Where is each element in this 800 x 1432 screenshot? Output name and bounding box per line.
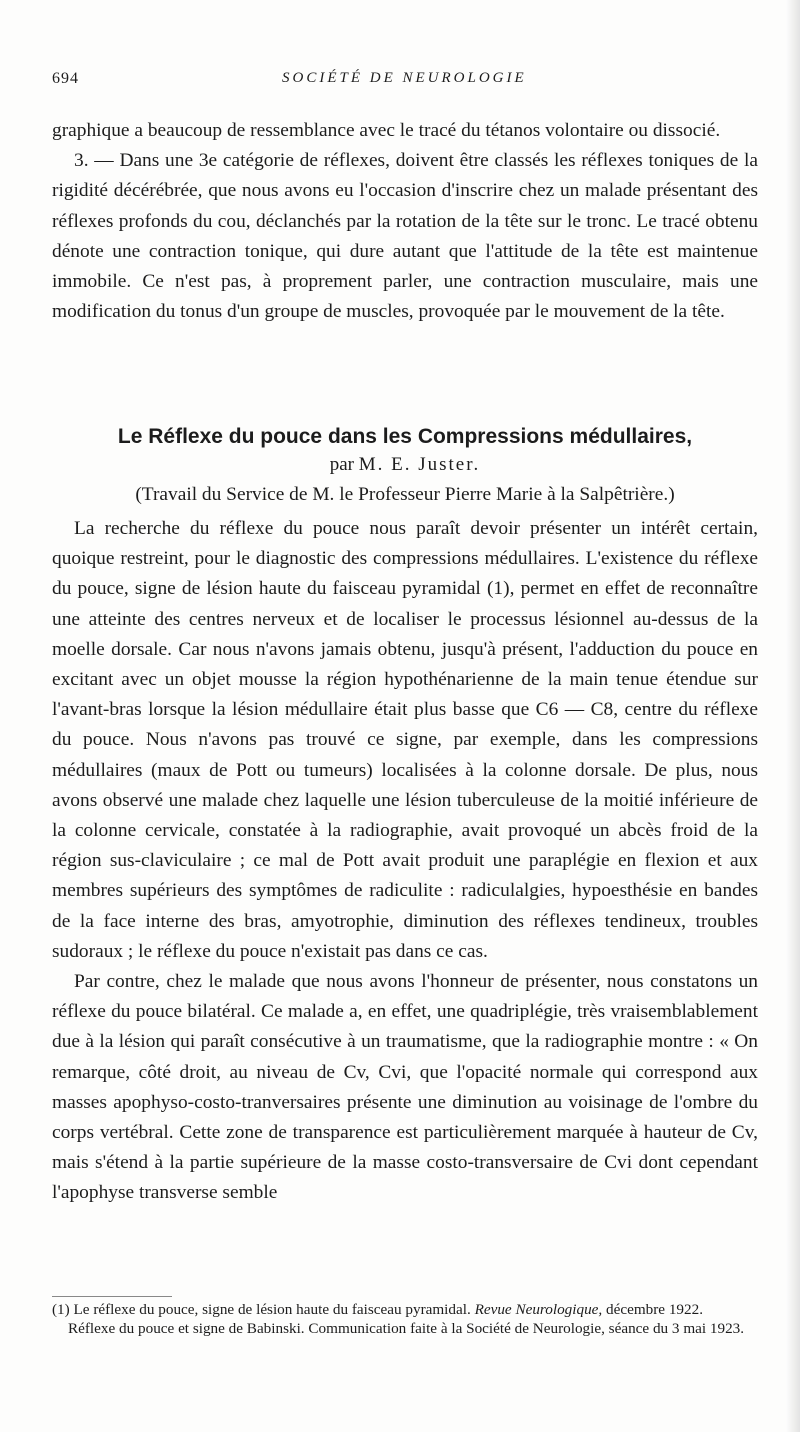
page-edge-shadow bbox=[786, 0, 800, 1432]
footnote-1-text: (1) Le réflexe du pouce, signe de lésion haute du faisceau pyramidal. bbox=[52, 1301, 471, 1318]
affiliation: (Travail du Service de M. le Professeur Pierre Marie à la Salpêtrière.) bbox=[135, 484, 675, 505]
intro-paragraph-1: graphique a beaucoup de ressemblance avec le tracé du tétanos volontaire ou dissocié. bbox=[52, 120, 721, 141]
body-paragraph-2: Par contre, chez le malade que nous avons l'honneur de présenter, nous constatons un réflexe du pouce bilatéral. Ce malade a, en effet, une quadriplégie, très vraisemblablement due à la lésion qui paraît consécutive à un traumatisme, que la radiographie montre : « On remarque, côté droit, au niveau de Cv, Cvi, que l'opacité normale qui correspond aux masses apophyso-costo-tranversaires présente une diminution au voisinage de l'ombre du corps vertébral. Cette zone de transparence est particulièrement marquée à hauteur de Cv, mais s'étend à la partie supérieure de la masse costo-transversaire de Cvi dont cependant l'apophyse transverse semble bbox=[52, 971, 758, 1204]
article-body bbox=[52, 514, 758, 1209]
footnote-divider bbox=[52, 1296, 172, 1297]
intro-text bbox=[52, 116, 758, 327]
intro-paragraph-2: 3. — Dans une 3e catégorie de réflexes, doivent être classés les réflexes toniques de la rigidité décérébrée, que nous avons eu l'occasion d'inscrire chez un malade présentant des réflexes profonds du cou, déclanchés par la rotation de la tête sur le tronc. Le tracé obtenu dénote une contraction tonique, qui dure autant que l'attitude de la tête est maintenue immobile. Ce n'est pas, à proprement parler, une contraction musculaire, mais une modification du tonus d'un groupe de muscles, provoquée par le mouvement de la tête. bbox=[52, 150, 758, 323]
byline bbox=[52, 451, 758, 479]
footnote-2: Réflexe du pouce et signe de Babinski. Communication faite à la Société de Neurologie, séance du 3 mai 1923. bbox=[68, 1320, 745, 1337]
footnote-1-date: décembre 1922. bbox=[606, 1301, 704, 1318]
footnotes bbox=[52, 1300, 758, 1338]
footnote-1 bbox=[52, 1300, 758, 1319]
article-title: Le Réflexe du pouce dans les Compressions médullaires, bbox=[117, 425, 693, 448]
author-name: M. E. Juster. bbox=[358, 454, 481, 475]
running-head bbox=[52, 70, 752, 94]
footnote-1-journal: Revue Neurologique, bbox=[474, 1301, 603, 1318]
body-paragraph-1: La recherche du réflexe du pouce nous paraît devoir présenter un intérêt certain, quoique restreint, pour le diagnostic des compressions médullaires. L'existence du réflexe du pouce, signe de lésion haute du faisceau pyramidal (1), permet en effet de reconnaître une atteinte des centres nerveux et de localiser le processus lésionnel au-dessus de la moelle dorsale. Car nous n'avons jamais obtenu, jusqu'à présent, l'adduction du pouce en excitant avec un objet mousse la région hypothénarienne de la main tenue étendue sur l'avant-bras lorsque la lésion médullaire était plus basse que C6 — C8, centre du réflexe du pouce. Nous n'avons pas trouvé ce signe, par exemple, dans les compressions médullaires (maux de Pott ou tumeurs) localisées à la colonne dorsale. De plus, nous avons observé une malade chez laquelle une lésion tuberculeuse de la moitié inférieure de la colonne cervicale, constatée à la radiographie, avait provoqué un abcès froid de la région sus-claviculaire ; ce mal de Pott avait produit une paraplégie en flexion et aux membres supérieurs des symptômes de radiculite : radiculalgies, hypoesthésie en bandes de la face interne des bras, amyotrophie, diminution des réflexes tendineux, troubles sudoraux ; le réflexe du pouce n'existait pas dans ce cas. bbox=[52, 518, 758, 962]
byline-prefix: par bbox=[329, 454, 359, 475]
running-title: SOCIÉTÉ DE NEUROLOGIE bbox=[282, 70, 527, 86]
page-number: 694 bbox=[52, 70, 79, 87]
